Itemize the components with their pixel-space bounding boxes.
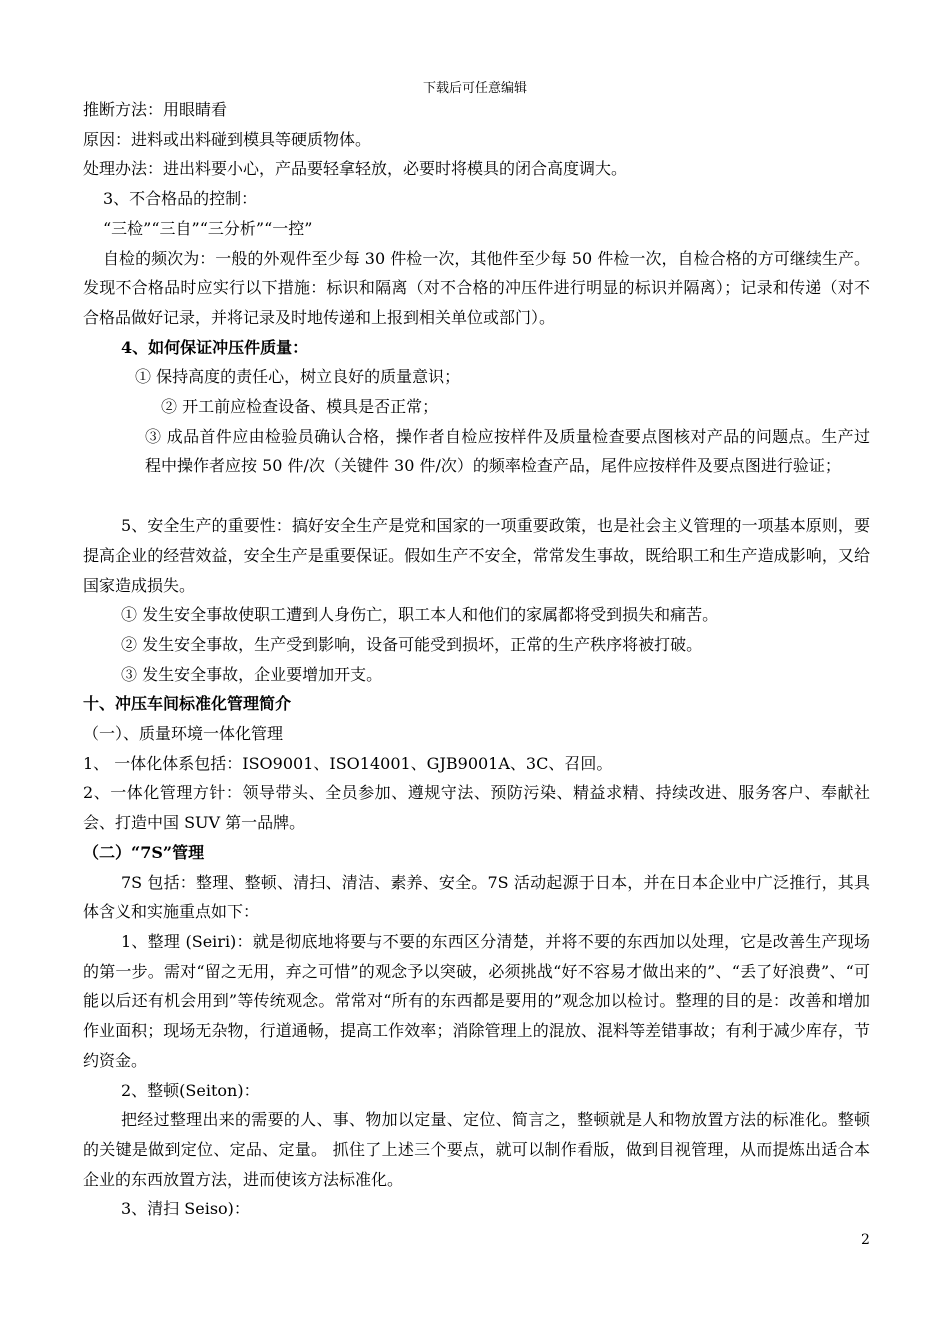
paragraph: 2、一体化管理方针：领导带头、全员参加、遵规守法、预防污染、精益求精、持续改进、服务客户、奉献社会、打造中国 SUV 第一品牌。 <box>83 783 870 833</box>
chapter-heading: 十、冲压车间标准化管理简介 <box>83 694 292 714</box>
spacer <box>83 481 870 511</box>
paragraph: 5、安全生产的重要性：搞好安全生产是党和国家的一项重要政策，也是社会主义管理的一项基本原则，要提高企业的经营效益，安全生产是重要保证。假如生产不安全，常常发生事故，既给职工和生产造成影响，又给国家造成损失。 <box>83 516 870 595</box>
list-item: ② 发生安全事故，生产受到影响，设备可能受到损坏，正常的生产秩序将被打破。 <box>121 634 703 654</box>
paragraph: 1、 一体化体系包括：ISO9001、ISO14001、GJB9001A、3C、召回。 <box>83 753 613 773</box>
document-body <box>83 95 870 1224</box>
section-heading: 4、如何保证冲压件质量： <box>121 337 309 357</box>
subsection-heading: （二）“7S”管理 <box>83 842 205 862</box>
list-item: ① 保持高度的责任心，树立良好的质量意识； <box>135 367 461 387</box>
subsection-heading: （一）、质量环境一体化管理 <box>83 724 284 744</box>
paragraph: “三检”“三自”“三分析”“一控” <box>103 218 313 238</box>
paragraph: 把经过整理出来的需要的人、事、物加以定量、定位、简言之，整顿就是人和物放置方法的标准化。整顿的关键是做到定位、定品、定量。 抓住了上述三个要点，就可以制作看版，做到目视管理，从而提炼出适合本企业的东西放置方法，进而使该方法标准化。 <box>83 1110 870 1189</box>
paragraph: 1、整理 (Seiri)：就是彻底地将要与不要的东西区分清楚，并将不要的东西加以处理，它是改善生产现场的第一步。需对“留之无用，弃之可惜”的观念予以突破，必须挑战“好不容易才做出来的”、“丢了好浪费”、“可能以后还有机会用到”等传统观念。常常对“所有的东西都是要用的”观念加以检讨。整理的目的是：改善和增加作业面积；现场无杂物，行道通畅，提高工作效率；消除管理上的混放、混料等差错事故；有利于减少库存，节约资金。 <box>83 931 870 1070</box>
list-item: ② 开工前应检查设备、模具是否正常； <box>161 397 439 417</box>
page-header: 下载后可任意编辑 <box>422 81 527 96</box>
paragraph: 7S 包括：整理、整顿、清扫、清洁、素养、安全。7S 活动起源于日本，并在日本企业中广泛推行，其具体含义和实施重点如下： <box>83 872 870 922</box>
paragraph: 处理办法：进出料要小心，产品要轻拿轻放，必要时将模具的闭合高度调大。 <box>83 159 628 179</box>
paragraph: 自检的频次为：一般的外观件至少每 30 件检一次，其他件至少每 50 件检一次，自检合格的方可继续生产。发现不合格品时应实行以下措施：标识和隔离（对不合格的冲压件进行明显的标识并隔离）；记录和传递（对不合格品做好记录，并将记录及时地传递和上报到相关单位或部门）。 <box>83 248 870 327</box>
list-item: ③ 成品首件应由检验员确认合格，操作者自检应按样件及质量检查要点图核对产品的问题点。生产过程中操作者应按 50 件/次（关键件 30 件/次）的频率检查产品，尾件应按样件及要点图进行验证； <box>145 426 870 476</box>
list-item: ③ 发生安全事故，企业要增加开支。 <box>121 664 383 684</box>
page-number: 2 <box>861 1232 870 1248</box>
paragraph: 2、整顿(Seiton)： <box>121 1080 260 1100</box>
paragraph: 3、不合格品的控制： <box>103 189 258 209</box>
paragraph: 原因：进料或出料碰到模具等硬质物体。 <box>83 129 372 149</box>
paragraph: 推断方法：用眼睛看 <box>83 100 228 119</box>
list-item: ① 发生安全事故使职工遭到人身伤亡，职工本人和他们的家属都将受到损失和痛苦。 <box>121 605 719 625</box>
paragraph: 3、清扫 Seiso)： <box>121 1199 250 1219</box>
